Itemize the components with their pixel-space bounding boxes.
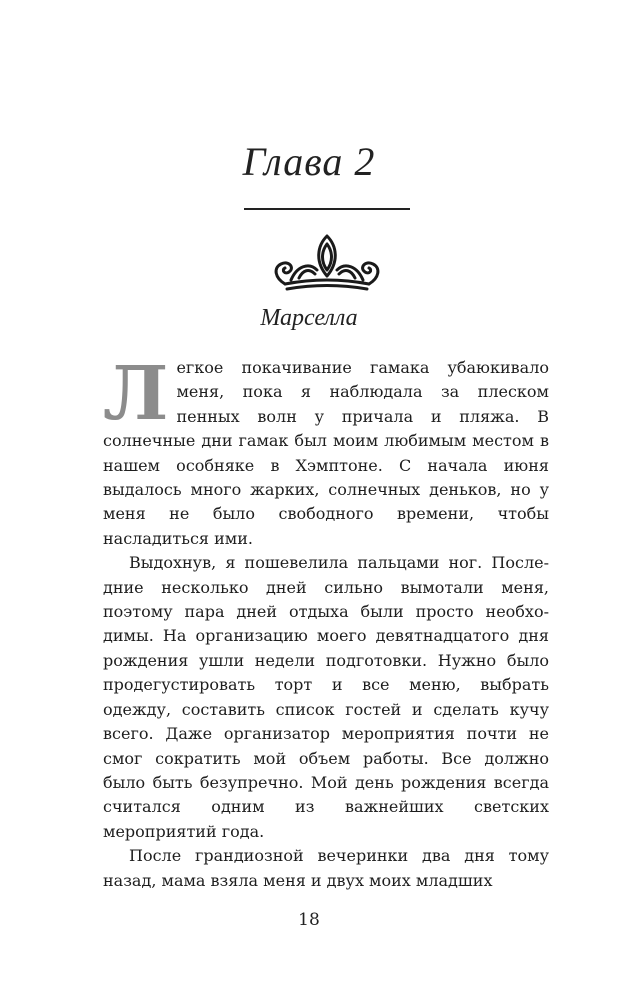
paragraph-1 [103,351,549,551]
paragraph-3: После грандиозной вечеринки два дня тому назад, мама взяла меня и двух моих младших [103,846,549,890]
chapter-text [103,351,549,893]
chapter-title: Глава 2 [242,139,376,184]
paragraph-text: егкое покачивание гамака убаюкивало меня, пока я наблюдала за плеском пенных волн у причала и пляжа. В солнечные дни гамак был моим любимым местом в нашем особняке в Хэмптоне. С начала июня выдалось много жарких, солнечных деньков, но у меня не было свободного времени, чтобы насладиться ими. [103,358,549,548]
tiara-ornament-icon [269,232,385,294]
paragraph-2: Выдохнув, я пошевелила пальцами ног. Последние несколько дней сильно вымотали меня, поэтому пара дней отдыха были просто необходимы. На организацию моего девятнадцатого дня рождения ушли недели подготовки. Нужно было продегустировать торт и все меню, выбрать одежду, составить список гостей и сделать кучу всего. Даже организатор мероприятия почти не смог сократить мой объем работы. Все должно было быть безупречно. Мой день рождения всегда считался одним из важнейших светских мероприятий года. [103,553,549,841]
page-number: 18 [298,910,320,930]
drop-cap: Л [103,351,169,437]
title-divider [244,208,410,210]
chapter-subtitle: Марселла [260,305,358,331]
